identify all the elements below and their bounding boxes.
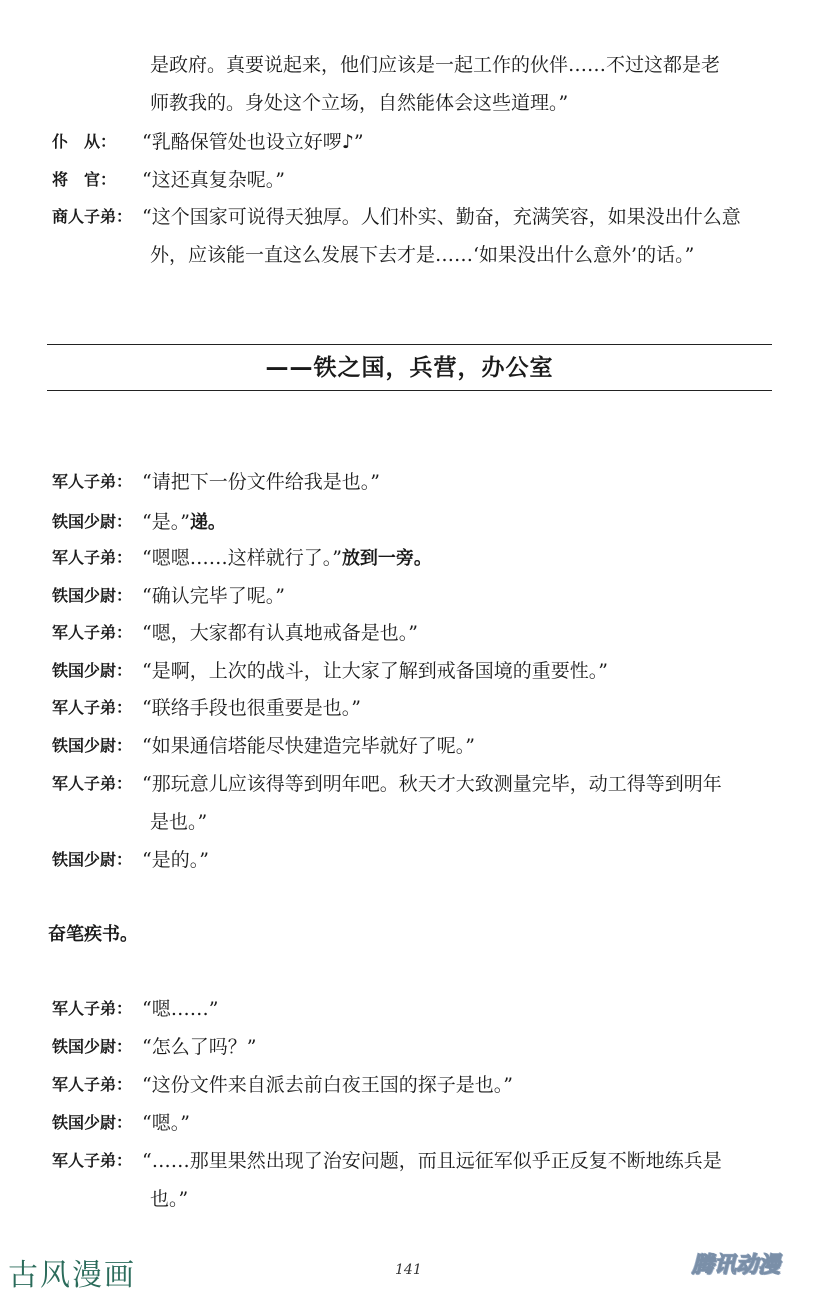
speaker-label: 仆 从：	[52, 132, 117, 151]
dialogue-text: “怎么了吗？”	[142, 1036, 257, 1058]
dialogue-text: “联络手段也很重要是也。”	[142, 697, 361, 719]
dialogue-text: “请把下一份文件给我是也。”	[142, 471, 380, 493]
dialogue-text: “是啊，上次的战斗，让大家了解到戒备国境的重要性。”	[142, 660, 608, 682]
heading-rule-bottom	[47, 390, 772, 391]
speaker-label: 铁国少尉：	[52, 850, 133, 869]
speaker-label: 铁国少尉：	[52, 512, 133, 531]
dialogue-text: “那玩意儿应该得等到明年吧。秋天才大致测量完毕，动工得等到明年	[142, 773, 722, 795]
dialogue-text: 外，应该能一直这么发展下去才是……‘如果没出什么意外’的话。”	[150, 244, 695, 266]
dialogue-text: “嗯……”	[142, 998, 219, 1020]
speaker-label: 军人子弟：	[52, 548, 133, 567]
heading-rule-top	[47, 344, 772, 345]
speaker-label: 铁国少尉：	[52, 586, 133, 605]
speaker-label: 将 官：	[52, 170, 117, 189]
dialogue-text: “嗯嗯……这样就行了。”	[142, 547, 342, 569]
dialogue-text: “是。”	[142, 511, 190, 533]
speaker-label: 军人子弟：	[52, 1075, 133, 1094]
dialogue-text: “嗯。”	[142, 1112, 190, 1134]
action-text: 放到一旁。	[341, 548, 432, 569]
dialogue-text: “是的。”	[142, 849, 209, 871]
speaker-label: 军人子弟：	[52, 698, 133, 717]
dialogue-text: 师教我的。身处这个立场，自然能体会这些道理。”	[150, 92, 569, 114]
dialogue-text-with-action	[142, 539, 772, 578]
dialogue-text: “这还真复杂呢。”	[142, 169, 285, 191]
speaker-label: 商人子弟：	[52, 207, 133, 226]
watermark-logo-right: 腾讯动漫	[691, 1253, 780, 1278]
speaker-label: 军人子弟：	[52, 623, 133, 642]
speaker-label: 铁国少尉：	[52, 1037, 133, 1056]
dialogue-text: “确认完毕了呢。”	[142, 585, 285, 607]
dialogue-text: 是政府。真要说起来，他们应该是一起工作的伙伴……不过这都是老	[150, 54, 721, 76]
dialogue-text: “如果通信塔能尽快建造完毕就好了呢。”	[142, 735, 475, 757]
watermark-logo-left: 古风漫画	[8, 1258, 136, 1293]
section-heading: ——铁之国，兵营，办公室	[265, 355, 554, 381]
speaker-label: 军人子弟：	[52, 472, 133, 491]
page-number: 141	[395, 1262, 422, 1278]
narration-text: 奋笔疾书。	[48, 924, 138, 945]
dialogue-text: “……那里果然出现了治安问题，而且远征军似乎正反复不断地练兵是	[142, 1150, 722, 1172]
speaker-label: 铁国少尉：	[52, 661, 133, 680]
speaker-label: 铁国少尉：	[52, 736, 133, 755]
speaker-label: 军人子弟：	[52, 999, 133, 1018]
speaker-label: 军人子弟：	[52, 774, 133, 793]
speaker-label: 铁国少尉：	[52, 1113, 133, 1132]
speaker-label: 军人子弟：	[52, 1151, 133, 1170]
dialogue-text: “乳酪保管处也设立好啰♪”	[142, 131, 364, 153]
dialogue-text: “这份文件来自派去前白夜王国的探子是也。”	[142, 1074, 513, 1096]
dialogue-text: “嗯，大家都有认真地戒备是也。”	[142, 622, 418, 644]
dialogue-text: “这个国家可说得天独厚。人们朴实、勤奋，充满笑容，如果没出什么意	[142, 206, 741, 228]
dialogue-text: 是也。”	[150, 811, 208, 833]
dialogue-text-with-action	[142, 503, 772, 542]
dialogue-text: 也。”	[150, 1188, 189, 1210]
action-text: 递。	[189, 512, 226, 533]
